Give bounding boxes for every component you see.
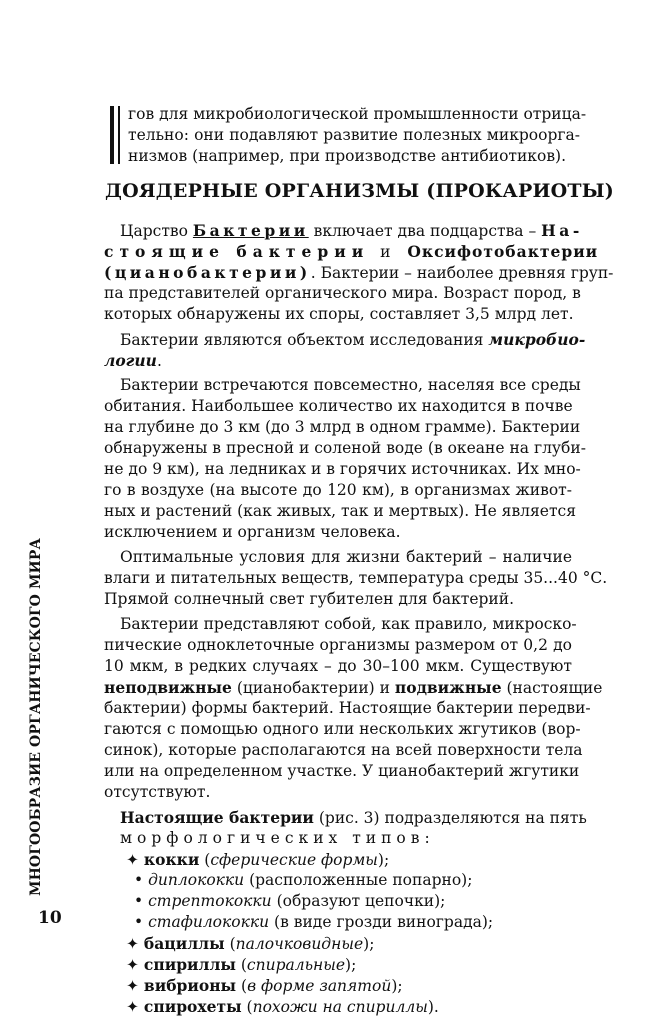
text-run: ); (391, 977, 403, 995)
paragraph-line (104, 677, 603, 698)
note-line: гов для микробиологической промышленности отрица- (128, 105, 587, 123)
paragraph-line: гаются с помощью одного или нескольких жгутиков (вор- (104, 720, 581, 738)
paragraph-line: го в воздухе (на высоте до 120 км), в организмах живот- (104, 481, 572, 499)
dot-bullet-icon: • (134, 913, 149, 931)
paragraph-line: 10 мкм, в редких случаях – до 30–100 мкм. Существуют (104, 657, 572, 675)
dot-bullet-icon: • (134, 892, 149, 910)
list-term: стрептококки (148, 892, 272, 910)
term-cyanobacteria: (цианобактерии) (104, 263, 311, 282)
list-desc: палочковидные (235, 935, 364, 953)
list-item (104, 996, 572, 1017)
paragraph-line: или на определенном участке. У цианобактерий жгутики (104, 762, 580, 780)
list-item (104, 933, 572, 954)
paragraph-line: синок), которые располагаются на всей поверхности тела (104, 741, 583, 759)
paragraph-line: влаги и питательных веществ, температура среды 35...40 °С. (104, 569, 608, 587)
note-line: низмов (например, при производстве антибиотиков). (128, 147, 567, 165)
paragraph-line: Бактерии встречаются повсеместно, населяя все среды (120, 376, 581, 394)
text-run: включает два подцарства – (308, 222, 542, 240)
term-mobile: подвижные (394, 678, 502, 697)
paragraph-line (104, 350, 572, 371)
text-run: ( (224, 935, 236, 953)
text-run: ( (241, 998, 253, 1016)
text-run: ). (427, 998, 439, 1016)
list-term: кокки (143, 850, 200, 869)
text-run: (образуют цепочки); (271, 892, 446, 910)
term-bacteria: Бактерии (192, 221, 309, 240)
text-run: . (156, 352, 162, 370)
text-run: (рис. 3) подразделяются на пять (313, 809, 587, 827)
text-run: и (369, 243, 408, 261)
paragraph-line: обитания. Наибольшее количество их находится в почве (104, 397, 573, 415)
list-item (104, 975, 572, 996)
list-desc: спиральные (246, 956, 346, 974)
star-bullet-icon: ✦ (126, 935, 144, 953)
text-run: ( (236, 977, 248, 995)
text-run: ); (345, 956, 357, 974)
text-run: ( (235, 956, 247, 974)
list-item (104, 849, 572, 870)
term-microbiology: микробио- (488, 330, 586, 349)
list-term: спирохеты (143, 997, 242, 1016)
text-run: (в виде грозди винограда); (269, 913, 494, 931)
paragraph-line (104, 329, 586, 350)
paragraph-line (104, 241, 599, 262)
paragraph-line: морфологических типов: (120, 829, 435, 847)
text-run: (расположенные попарно); (244, 871, 473, 889)
sub-list-item (104, 870, 572, 891)
star-bullet-icon: ✦ (126, 956, 144, 974)
note-line: тельно: они подавляют развитие полезных микроорга- (128, 126, 580, 144)
paragraph-line: бактерии) формы бактерий. Настоящие бактерии передви- (104, 699, 591, 717)
list-desc: в форме запятой (247, 977, 392, 995)
paragraph-line: ных и растений (как живых, так и мертвых). Не является (104, 502, 577, 520)
text-run: ); (377, 851, 390, 869)
paragraph-line: Бактерии представляют собой, как правило, микроско- (120, 615, 577, 633)
section-title: ДОЯДЕРНЫЕ ОРГАНИЗМЫ (ПРОКАРИОТЫ) (105, 180, 614, 202)
paragraph-line (104, 262, 614, 283)
sub-list-item (104, 912, 572, 933)
dot-bullet-icon: • (134, 871, 149, 889)
list-desc: похожи на спириллы (252, 998, 428, 1016)
list-term: вибрионы (143, 976, 237, 995)
paragraph-line: которых обнаружены их споры, составляет 3,5 млрд лет. (104, 305, 574, 323)
paragraph-line: пические одноклеточные организмы размером от 0,2 до (104, 636, 572, 654)
sub-list-item (104, 891, 572, 912)
term-true-bacteria: Настоящие бактерии (120, 808, 314, 827)
text-run: ( (199, 851, 211, 869)
term-run: На- (541, 221, 583, 240)
paragraph-line: исключением и организм человека. (104, 523, 401, 541)
paragraph-line (104, 220, 583, 241)
list-term: стафилококки (148, 913, 270, 931)
list-term: диплококки (148, 871, 245, 889)
running-header-vertical: МНОГООБРАЗИЕ ОРГАНИЧЕСКОГО МИРА (28, 537, 44, 896)
star-bullet-icon: ✦ (126, 977, 144, 995)
text-run: ); (363, 935, 375, 953)
list-desc: сферические формы (210, 851, 378, 869)
term-oxyphotobacteria: Оксифотобактерии (407, 242, 599, 261)
text-run: (цианобактерии) и (231, 679, 395, 697)
paragraph-line (104, 807, 587, 828)
text-run: (настоящие (501, 679, 603, 697)
paragraph-line: не до 9 км), на ледниках и в горячих источниках. Их мно- (104, 460, 581, 478)
term-true-bacteria: стоящие бактерии (104, 242, 370, 261)
paragraph-line: Оптимальные условия для жизни бактерий – наличие (120, 548, 572, 566)
list-item (104, 954, 572, 975)
text-run: Бактерии являются объектом исследования (120, 331, 489, 349)
paragraph-line: обнаружены в пресной и соленой воде (в океане на глуби- (104, 439, 586, 457)
paragraph-line: отсутствуют. (104, 783, 211, 801)
paragraph-line: на глубине до 3 км (до 3 млрд в одном грамме). Бактерии (104, 418, 581, 436)
paragraph-line: Прямой солнечный свет губителен для бактерий. (104, 590, 515, 608)
page-number: 10 (38, 908, 62, 928)
term-immobile: неподвижные (104, 678, 232, 697)
section-body (104, 220, 614, 1017)
note-bar-thin (118, 106, 120, 164)
star-bullet-icon: ✦ (126, 851, 144, 869)
paragraph-line: па представителей органического мира. Возраст пород, в (104, 284, 581, 302)
term-microbiology-end: логии (104, 351, 157, 370)
text-run: Царство (120, 222, 193, 240)
list-term: спириллы (143, 955, 236, 974)
list-term: бациллы (143, 934, 225, 953)
star-bullet-icon: ✦ (126, 998, 144, 1016)
text-run: . Бактерии – наиболее древняя груп- (310, 264, 614, 282)
note-bar-thick (110, 106, 114, 164)
